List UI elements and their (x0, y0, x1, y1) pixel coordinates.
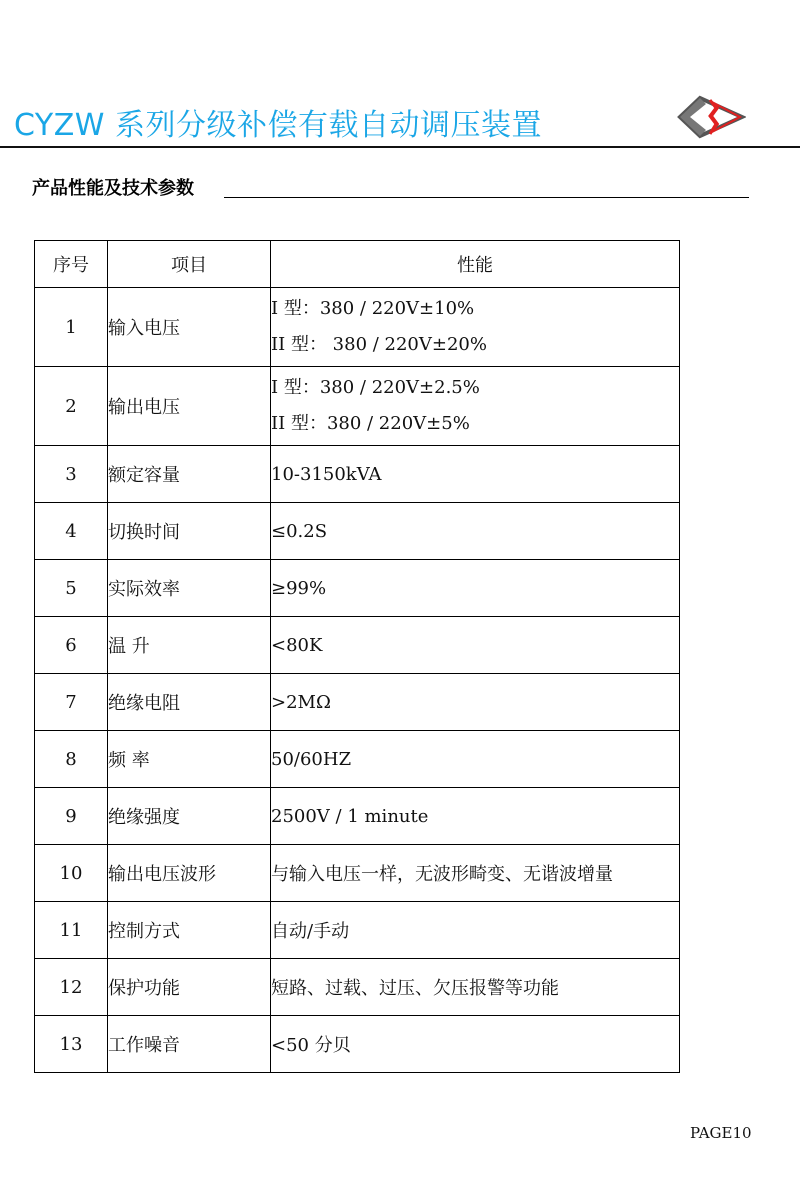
row-item: 输入电压 (108, 288, 271, 367)
row-no: 8 (35, 731, 108, 788)
row-item: 控制方式 (108, 902, 271, 959)
row-performance (271, 367, 680, 446)
table-row (35, 845, 680, 902)
row-no: 7 (35, 674, 108, 731)
table-row (35, 288, 680, 367)
row-item: 额定容量 (108, 446, 271, 503)
row-no: 6 (35, 617, 108, 674)
table-row (35, 617, 680, 674)
header-divider (0, 146, 800, 148)
table-row (35, 367, 680, 446)
row-item: 频 率 (108, 731, 271, 788)
header-performance: 性能 (271, 241, 680, 288)
row-item: 工作噪音 (108, 1016, 271, 1073)
row-performance: >2MΩ (271, 674, 680, 731)
header-item: 项目 (108, 241, 271, 288)
row-no: 12 (35, 959, 108, 1016)
row-no: 11 (35, 902, 108, 959)
row-no: 9 (35, 788, 108, 845)
row-performance: ≥99% (271, 560, 680, 617)
row-item: 切换时间 (108, 503, 271, 560)
table-row (35, 674, 680, 731)
performance-line: II 型：380 / 220V±5% (271, 413, 470, 434)
table-row (35, 959, 680, 1016)
row-performance: 10-3150kVA (271, 446, 680, 503)
section-underline (224, 197, 749, 198)
section-heading: 产品性能及技术参数 (32, 178, 194, 199)
row-no: 10 (35, 845, 108, 902)
header-no: 序号 (35, 241, 108, 288)
performance-line: I 型：380 / 220V±2.5% (271, 377, 480, 398)
row-performance: <50 分贝 (271, 1016, 680, 1073)
table-row (35, 731, 680, 788)
table-row (35, 1016, 680, 1073)
table-row (35, 788, 680, 845)
row-no: 2 (35, 367, 108, 446)
row-performance: 2500V / 1 minute (271, 788, 680, 845)
performance-line: I 型：380 / 220V±10% (271, 298, 475, 319)
row-performance: <80K (271, 617, 680, 674)
table-row (35, 902, 680, 959)
row-item: 保护功能 (108, 959, 271, 1016)
row-item: 输出电压 (108, 367, 271, 446)
row-no: 1 (35, 288, 108, 367)
page-title: CYZW 系列分级补偿有载自动调压装置 (14, 108, 542, 143)
table-row (35, 446, 680, 503)
row-performance (271, 288, 680, 367)
row-no: 13 (35, 1016, 108, 1073)
row-item: 温 升 (108, 617, 271, 674)
table-header-row (35, 241, 680, 288)
row-item: 实际效率 (108, 560, 271, 617)
row-no: 5 (35, 560, 108, 617)
row-item: 输出电压波形 (108, 845, 271, 902)
table-row (35, 503, 680, 560)
row-item: 绝缘电阻 (108, 674, 271, 731)
spec-table (34, 240, 680, 1073)
row-performance: 自动/手动 (271, 902, 680, 959)
row-performance: ≤0.2S (271, 503, 680, 560)
row-performance: 与输入电压一样，无波形畸变、无谐波增量 (271, 845, 680, 902)
row-performance: 50/60HZ (271, 731, 680, 788)
performance-line: II 型： 380 / 220V±20% (271, 334, 487, 355)
row-no: 3 (35, 446, 108, 503)
row-performance: 短路、过载、过压、欠压报警等功能 (271, 959, 680, 1016)
row-item: 绝缘强度 (108, 788, 271, 845)
row-no: 4 (35, 503, 108, 560)
diamond-logo-icon (676, 94, 746, 140)
page-number: PAGE10 (690, 1124, 752, 1142)
table-row (35, 560, 680, 617)
